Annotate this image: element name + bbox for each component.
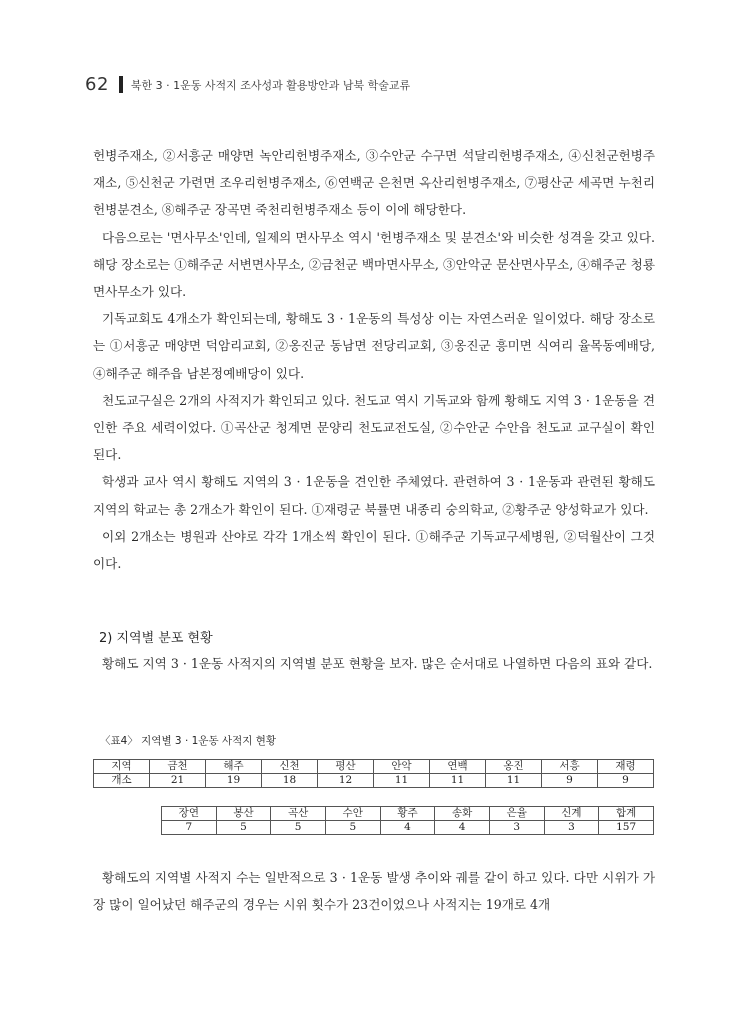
table-cell: 3 (544, 821, 599, 835)
paragraph-township-office: 다음으로는 '면사무소'인데, 일제의 면사무소 역시 '헌병주재소 및 분견소'와 비슷한 성격을 갖고 있다. 해당 장소로는 ①해주군 서변면사무소, ②금천군 백마면사무소, ③안악군 문산면사무소, ④해주군 청룡면사무소가 있다. (93, 229, 655, 300)
table-cell: 봉산 (216, 807, 271, 821)
table-cell: 황주 (380, 807, 435, 821)
page-number: 62 (85, 74, 109, 95)
table-header-row (162, 807, 654, 821)
table-cell: 4 (380, 821, 435, 835)
table-cell: 옹진 (486, 760, 542, 774)
region-table-part1 (93, 759, 654, 788)
table-cell: 12 (318, 774, 374, 788)
table-caption: 〈표4〉 지역별 3 · 1운동 사적지 현황 (100, 735, 276, 747)
table-cell: 5 (271, 821, 326, 835)
table-cell: 7 (162, 821, 217, 835)
table-cell: 금천 (150, 760, 206, 774)
table-cell: 송화 (435, 807, 490, 821)
section-heading: 2) 지역별 분포 현황 (99, 631, 213, 646)
table-cell: 개소 (94, 774, 150, 788)
paragraph-closing: 황해도의 지역별 사적지 수는 일반적으로 3 · 1운동 발생 추이와 궤를 같이 하고 있다. 다만 시위가 가장 많이 일어났던 해주군의 경우는 시위 횟수가 23건이었으나 사적지는 19개로 4개 (93, 870, 655, 913)
table-cell: 5 (216, 821, 271, 835)
table-cell: 곡산 (271, 807, 326, 821)
table-cell: 연백 (430, 760, 486, 774)
region-table-part2 (161, 806, 654, 835)
paragraph-others: 이외 2개소는 병원과 산야로 각각 1개소씩 확인이 된다. ①해주군 기독교구세병원, ②덕월산이 그것이다. (93, 528, 655, 572)
table-cell: 9 (542, 774, 598, 788)
table-cell: 합계 (599, 807, 654, 821)
table-cell: 재령 (598, 760, 654, 774)
paragraph-section-intro: 황해도 지역 3 · 1운동 사적지의 지역별 분포 현황을 보자. 많은 순서대로 나열하면 다음의 표와 같다. (102, 656, 653, 671)
table-cell: 11 (486, 774, 542, 788)
table-cell: 해주 (206, 760, 262, 774)
table-cell: 11 (374, 774, 430, 788)
header-divider-bar (119, 76, 123, 93)
table-cell: 장연 (162, 807, 217, 821)
table-cell: 신계 (544, 807, 599, 821)
body-text-upper (93, 142, 655, 577)
table-cell: 11 (430, 774, 486, 788)
table-cell: 3 (489, 821, 544, 835)
table-cell: 9 (598, 774, 654, 788)
table-cell: 21 (150, 774, 206, 788)
table-cell: 수안 (325, 807, 380, 821)
paragraph-church: 기독교회도 4개소가 확인되는데, 황해도 3 · 1운동의 특성상 이는 자연스러운 일이었다. 해당 장소로는 ①서흥군 매양면 덕암리교회, ②옹진군 동남면 전당리교회, ③옹진군 흥미면 식여리 율목동예배당, ④해주군 해주읍 남본정예배당이 있다. (93, 311, 655, 381)
table-cell: 19 (206, 774, 262, 788)
body-text-lower (93, 864, 655, 918)
table-cell: 안악 (374, 760, 430, 774)
table-cell: 은율 (489, 807, 544, 821)
table-cell: 평산 (318, 760, 374, 774)
table-cell: 서흥 (542, 760, 598, 774)
paragraph-cheondogyo: 천도교구실은 2개의 사적지가 확인되고 있다. 천도교 역시 기독교와 함께 황해도 지역 3 · 1운동을 견인한 주요 세력이었다. ①곡산군 청계면 문양리 천도교전도실, ②수안군 수안읍 천도교 교구실이 확인된다. (93, 392, 655, 463)
body-text-section-intro (93, 650, 655, 677)
table-header-row (94, 760, 654, 774)
paragraph-school: 학생과 교사 역시 황해도 지역의 3 · 1운동을 견인한 주체였다. 관련하여 3 · 1운동과 관련된 황해도 지역의 학교는 총 2개소가 확인이 된다. ①재령군 북률면 내종리 숭의학교, ②황주군 양성학교가 있다. (93, 474, 655, 517)
page-header (85, 74, 410, 95)
table-cell: 신천 (262, 760, 318, 774)
table-value-row (162, 821, 654, 835)
table-value-row (94, 774, 654, 788)
running-title: 북한 3 · 1운동 사적지 조사성과 활용방안과 남북 학술교류 (130, 78, 411, 92)
table-cell: 157 (599, 821, 654, 835)
table-cell: 4 (435, 821, 490, 835)
table-cell: 지역 (94, 760, 150, 774)
table-cell: 5 (325, 821, 380, 835)
table-cell: 18 (262, 774, 318, 788)
paragraph-gendarmerie: 헌병주재소, ②서흥군 매양면 녹안리헌병주재소, ③수안군 수구면 석달리헌병주재소, ④신천군헌병주재소, ⑤신천군 가련면 조우리헌병주재소, ⑥연백군 은천면 옥산리헌병주재소, ⑦평산군 세곡면 누천리헌병분견소, ⑧해주군 장곡면 죽천리헌병주재소 등이 이에 해당한다. (93, 148, 655, 218)
